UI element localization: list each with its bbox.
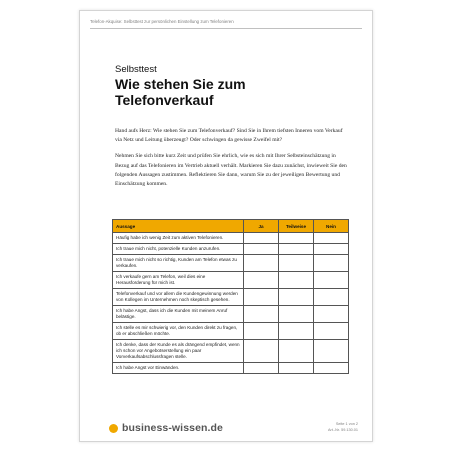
footer-meta xyxy=(328,421,358,433)
answer-cell-nein[interactable] xyxy=(314,289,349,306)
statement-cell: Ich traue mich nicht so richtig, Kunden am Telefon etwas zu verkaufen. xyxy=(113,255,244,272)
answer-cell-ja[interactable] xyxy=(244,340,279,363)
table-row xyxy=(113,363,349,374)
column-header-teilweise: Teilweise xyxy=(279,220,314,233)
page-title xyxy=(115,76,355,108)
statement-cell: Ich habe Angst, dass ich die Kunden mit meinem Anruf belästige. xyxy=(113,306,244,323)
header-divider xyxy=(90,28,362,29)
answer-cell-nein[interactable] xyxy=(314,323,349,340)
statement-cell: Ich verkaufe gern am Telefon, weil dies eine Herausforderung für mich ist. xyxy=(113,272,244,289)
answer-cell-teilweise[interactable] xyxy=(279,340,314,363)
answer-cell-ja[interactable] xyxy=(244,244,279,255)
table-row xyxy=(113,340,349,363)
column-header-nein: Nein xyxy=(314,220,349,233)
answer-cell-teilweise[interactable] xyxy=(279,289,314,306)
title-line-1: Wie stehen Sie zum xyxy=(115,76,246,92)
answer-cell-teilweise[interactable] xyxy=(279,244,314,255)
answer-cell-ja[interactable] xyxy=(244,272,279,289)
answer-cell-nein[interactable] xyxy=(314,233,349,244)
document-page xyxy=(79,10,373,442)
answer-cell-teilweise[interactable] xyxy=(279,323,314,340)
table-row xyxy=(113,289,349,306)
column-header-aussage: Aussage xyxy=(113,220,244,233)
answer-cell-teilweise[interactable] xyxy=(279,306,314,323)
answer-cell-ja[interactable] xyxy=(244,255,279,272)
column-header-ja: Ja xyxy=(244,220,279,233)
page-number: Seite 1 von 2 xyxy=(335,422,358,426)
table-row xyxy=(113,233,349,244)
table-row xyxy=(113,323,349,340)
intro-paragraph-1: Hand aufs Herz: Wie stehen Sie zum Telefonverkauf? Sind Sie in Ihrem tiefsten Inneren vom Verkauf via Netz und Leitung überzeugt? Oder schwingen da gewisse Zweifel mit? xyxy=(115,128,343,144)
table-row xyxy=(113,255,349,272)
answer-cell-nein[interactable] xyxy=(314,244,349,255)
table-header-row xyxy=(113,220,349,233)
answer-cell-nein[interactable] xyxy=(314,363,349,374)
self-test-table xyxy=(112,219,349,374)
answer-cell-ja[interactable] xyxy=(244,306,279,323)
answer-cell-ja[interactable] xyxy=(244,233,279,244)
logo-text: business-wissen.de xyxy=(122,422,224,434)
answer-cell-ja[interactable] xyxy=(244,363,279,374)
title-line-2: Telefonverkauf xyxy=(115,92,214,108)
answer-cell-nein[interactable] xyxy=(314,306,349,323)
answer-cell-nein[interactable] xyxy=(314,272,349,289)
logo-dot-icon xyxy=(109,424,118,433)
statement-cell: Häufig habe ich wenig Zeit zum aktiven Telefonieren. xyxy=(113,233,244,244)
table-row xyxy=(113,272,349,289)
answer-cell-nein[interactable] xyxy=(314,255,349,272)
answer-cell-teilweise[interactable] xyxy=(279,272,314,289)
answer-cell-teilweise[interactable] xyxy=(279,233,314,244)
answer-cell-ja[interactable] xyxy=(244,323,279,340)
answer-cell-nein[interactable] xyxy=(314,340,349,363)
brand-logo[interactable] xyxy=(109,422,223,434)
intro-text xyxy=(115,127,347,196)
kicker-label: Selbsttest xyxy=(115,64,157,75)
answer-cell-teilweise[interactable] xyxy=(279,255,314,272)
statement-cell: Ich denke, dass der Kunde es als drängend empfindet, wenn ich schon vor Angebotserstellung ein paar Vorverkaufsabschlussfragen stelle. xyxy=(113,340,244,363)
statement-cell: Ich habe Angst vor Einwänden. xyxy=(113,363,244,374)
answer-cell-teilweise[interactable] xyxy=(279,363,314,374)
article-number: Art.-Nr. 59.130.01 xyxy=(328,428,358,432)
statement-cell: Telefonverkauf und vor allem die Kundengewinnung werden von Kollegen im Unternehmen noch skeptisch gesehen. xyxy=(113,289,244,306)
table-row xyxy=(113,244,349,255)
table-row xyxy=(113,306,349,323)
answer-cell-ja[interactable] xyxy=(244,289,279,306)
document-header: Telefon-Akquise: Selbsttest zur persönlichen Einstellung zum Telefonieren xyxy=(90,19,234,24)
statement-cell: Ich stelle es mir schwierig vor, den Kunden direkt zu fragen, ob er abschließen möchte. xyxy=(113,323,244,340)
intro-paragraph-2: Nehmen Sie sich bitte kurz Zeit und prüfen Sie ehrlich, wie es sich mit Ihrer Selbsteinschätzung in Bezug auf das Telefonieren im Vertrieb aktuell verhält. Markieren Sie dazu zunächst, inwieweit Sie den folgenden Aussagen zustimmen. Reflektieren Sie dann, warum Sie zu der jeweiligen Bewertung und Einschätzung kommen. xyxy=(115,153,347,188)
statement-cell: Ich traue mich nicht, potenzielle Kunden anzurufen. xyxy=(113,244,244,255)
